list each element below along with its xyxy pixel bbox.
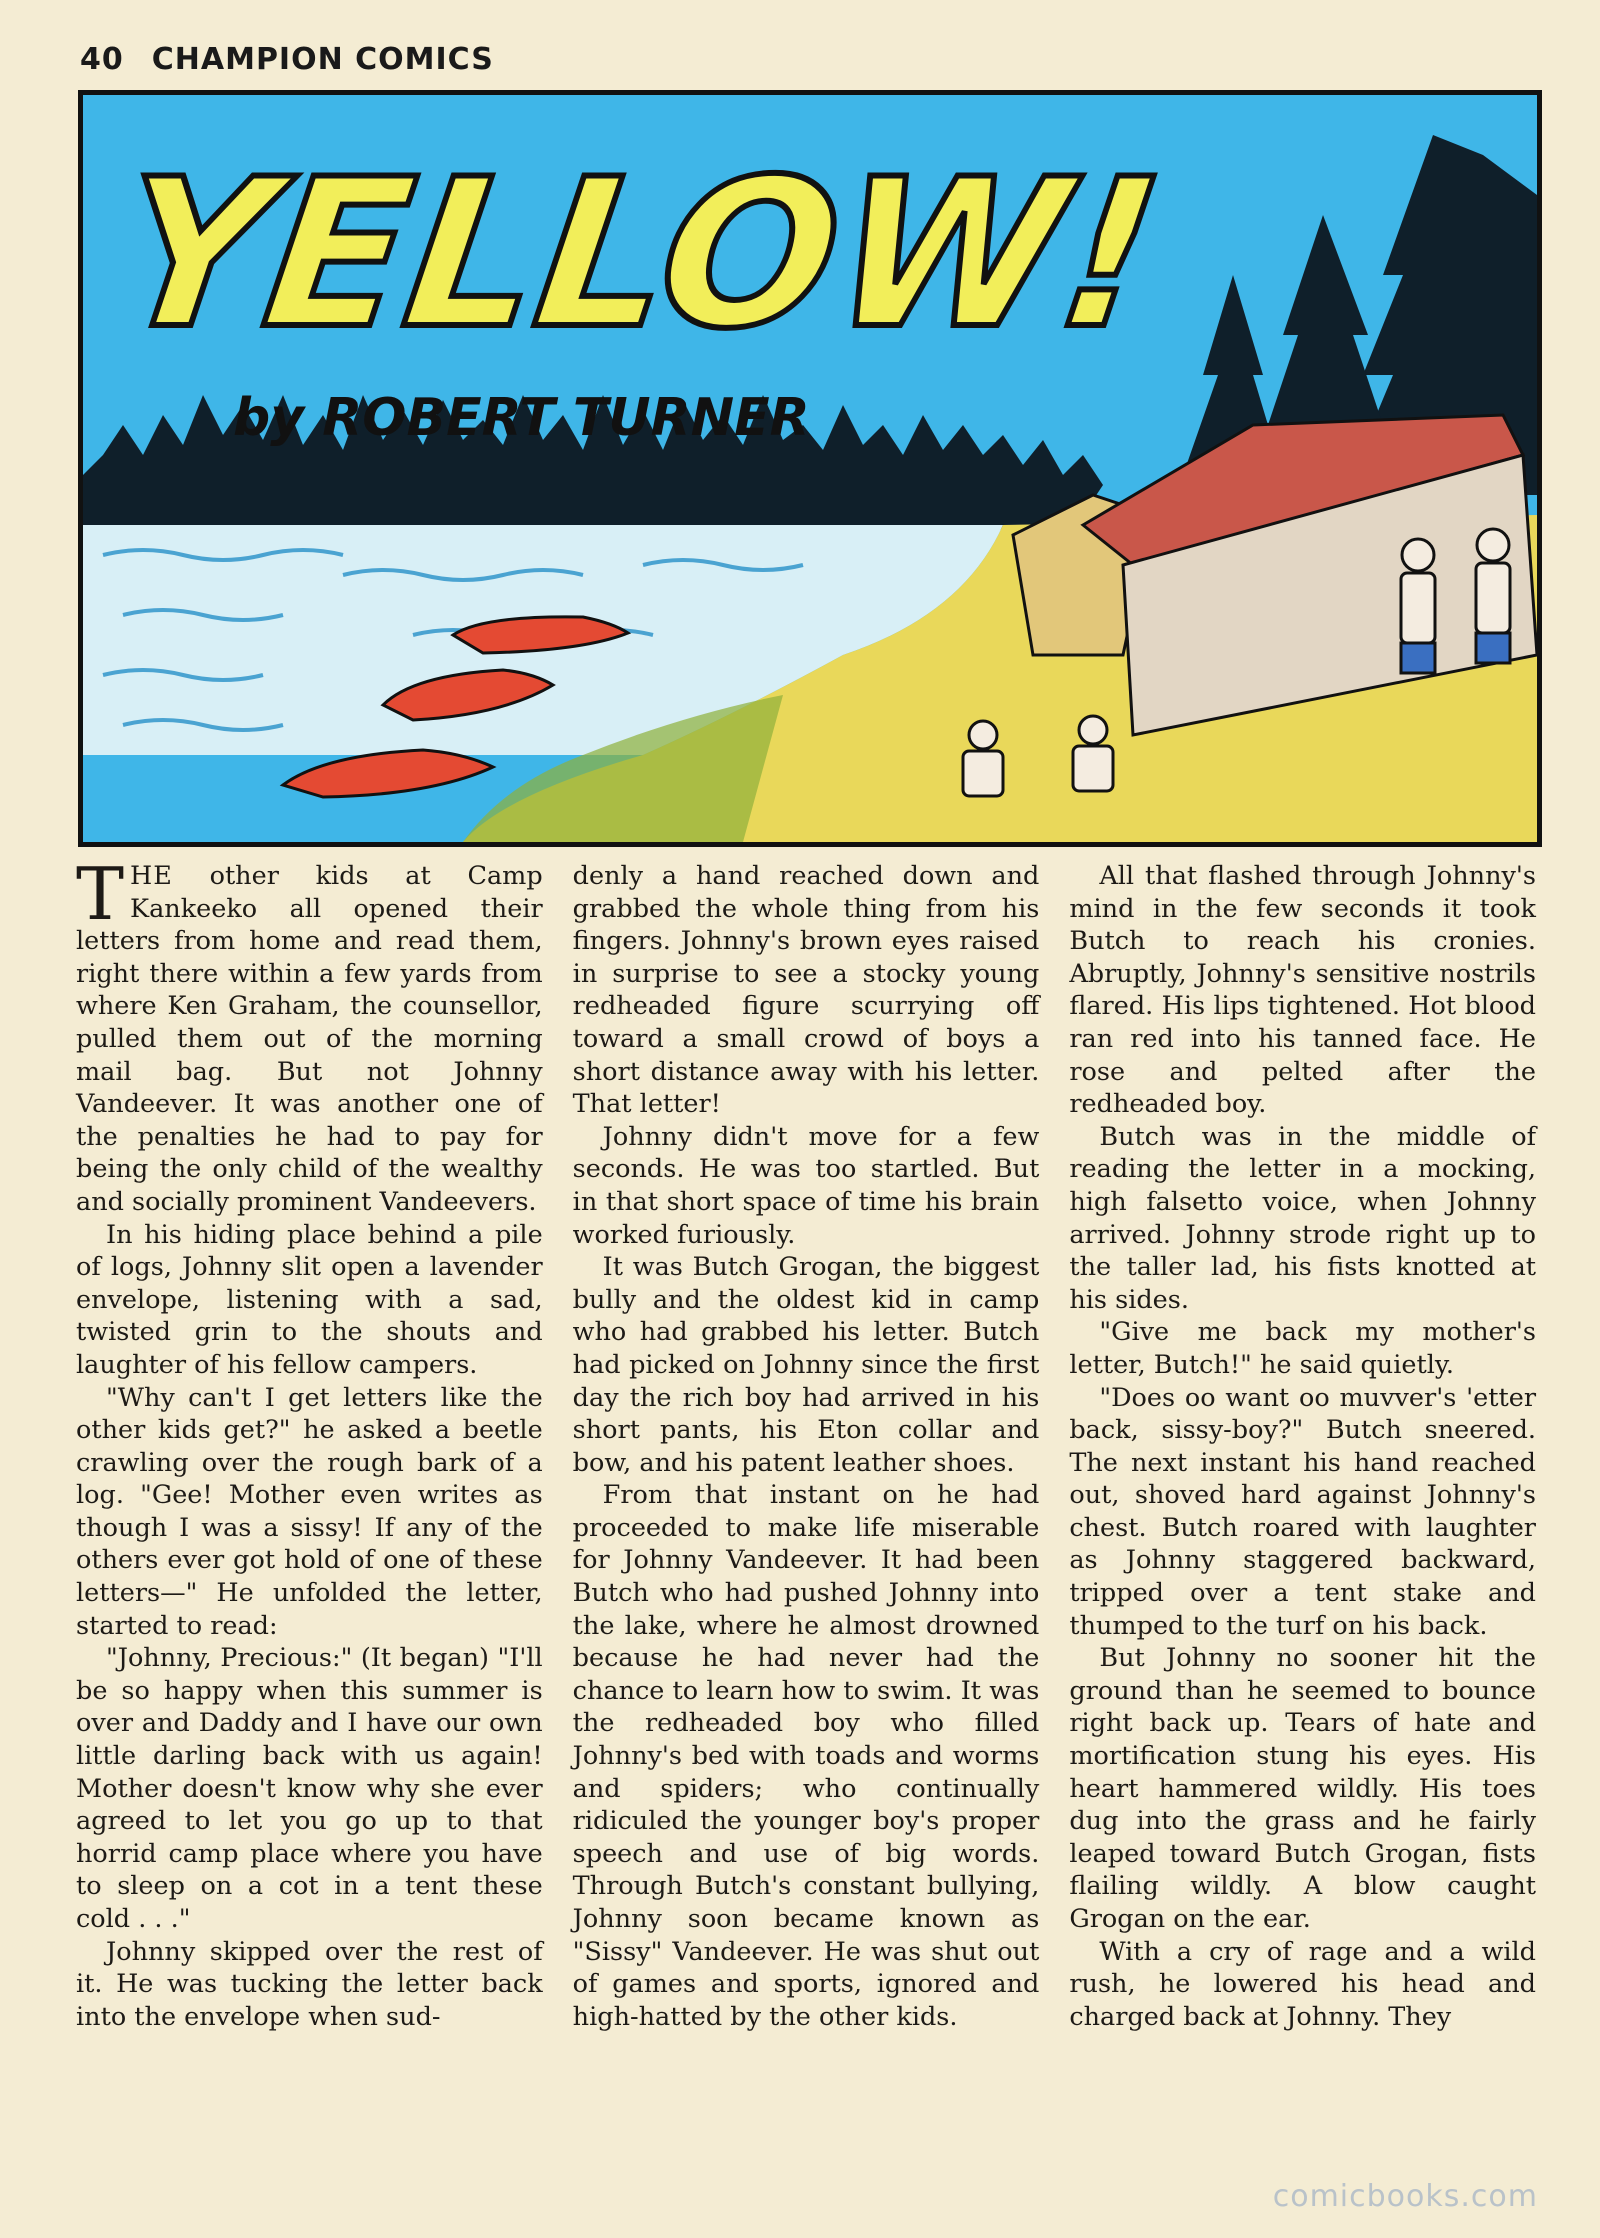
text-column-2 [573, 860, 1040, 2170]
drop-cap: T [76, 852, 125, 936]
paragraph: In his hiding place behind a pile of logs, Johnny slit open a lavender envelope, listening with a sad, twisted grin to the shouts and laughter of his fellow campers. [76, 1219, 543, 1380]
paragraph: Johnny didn't move for a few seconds. He was too startled. But in that short space of time his brain worked furiously. [572, 1121, 1040, 1250]
site-watermark: comicbooks.com [1272, 2179, 1538, 2214]
text-column-1 [76, 852, 543, 2170]
paragraph: "Johnny, Precious:" (It began) "I'll be so happy when this summer is over and Daddy and I have our own little darling back with us again! Mother doesn't know why she ever agreed to let you go up to that horrid camp place where you have to sleep on a cot in a tent these cold . . ." [76, 1643, 543, 1934]
text-column-3 [1069, 860, 1536, 2170]
paragraph: With a cry of rage and a wild rush, he lowered his head and charged back at Johnny. They [1069, 1936, 1537, 2032]
splash-illustration [83, 95, 1537, 842]
paragraph: "Give me back my mother's letter, Butch!" he said quietly. [1069, 1317, 1537, 1380]
page-number: 40 [80, 42, 124, 77]
paragraph: All that flashed through Johnny's mind in the few seconds it took Butch to reach his cronies. Abruptly, Johnny's sensitive nostrils flared. His lips tightened. Hot blood ran red into his tanned face. He rose and pelted after the redheaded boy. [1069, 861, 1537, 1120]
publication-name: CHAMPION COMICS [151, 42, 494, 77]
paragraph: denly a hand reached down and grabbed the whole thing from his fingers. Johnny's brown eyes raised in surprise to see a stocky young redheaded figure scurrying off toward a small crowd of boys a short distance away with his letter. That letter! [572, 861, 1040, 1120]
paragraph: THE other kids at Camp Kankeeko all opened their letters from home and read them, right there within a few yards from where Ken Graham, the counsellor, pulled them out of the morning mail bag. But not Johnny Vandeever. It was another one of the penalties he had to pay for being the only child of the wealthy and socially prominent Vandeevers. [76, 852, 543, 1217]
page-header [80, 42, 494, 77]
paragraph: Butch was in the middle of reading the letter in a mocking, high falsetto voice, when Johnny arrived. Johnny strode right up to the taller lad, his fists knotted at his sides. [1069, 1121, 1537, 1315]
paragraph: "Why can't I get letters like the other kids get?" he asked a beetle crawling over the rough bark of a log. "Gee! Mother even writes as though I was a sissy! If any of the others ever got hold of one of these letters—" He unfolded the letter, started to read: [76, 1382, 543, 1641]
paragraph: It was Butch Grogan, the biggest bully and the oldest kid in camp who had grabbed his letter. Butch had picked on Johnny since the first day the rich boy had arrived in his short pants, his Eton collar and bow, and his patent leather shoes. [572, 1252, 1040, 1478]
story-byline: by ROBERT TURNER [233, 388, 810, 448]
splash-panel [78, 90, 1542, 847]
paragraph: From that instant on he had proceeded to make life miserable for Johnny Vandeever. It had been Butch who had pushed Johnny into the lake, where he almost drowned because he had never had the chance to learn how to swim. It was the redheaded boy who filled Johnny's bed with toads and worms and spiders; who continually ridiculed the younger boy's proper speech and use of big words. Through Butch's constant bullying, Johnny soon became known as "Sissy" Vandeever. He was shut out of games and sports, ignored and high-hatted by the other kids. [572, 1480, 1040, 2032]
paragraph: Johnny skipped over the rest of it. He was tucking the letter back into the envelope when sud- [76, 1936, 543, 2032]
story-text [76, 852, 1537, 2170]
story-title: YELLOW! [103, 134, 1174, 374]
paragraph: "Does oo want oo muvver's 'etter back, sissy-boy?" Butch sneered. The next instant his hand reached out, shoved hard against Johnny's chest. Butch roared with laughter as Johnny staggered backward, tripped over a tent stake and thumped to the turf on his back. [1069, 1382, 1537, 1641]
paragraph: But Johnny no sooner hit the ground than he seemed to bounce right back up. Tears of hate and mortification stung his eyes. His heart hammered wildly. His toes dug into the grass and he fairly leaped toward Butch Grogan, fists flailing wildly. A blow caught Grogan on the ear. [1069, 1643, 1537, 1934]
